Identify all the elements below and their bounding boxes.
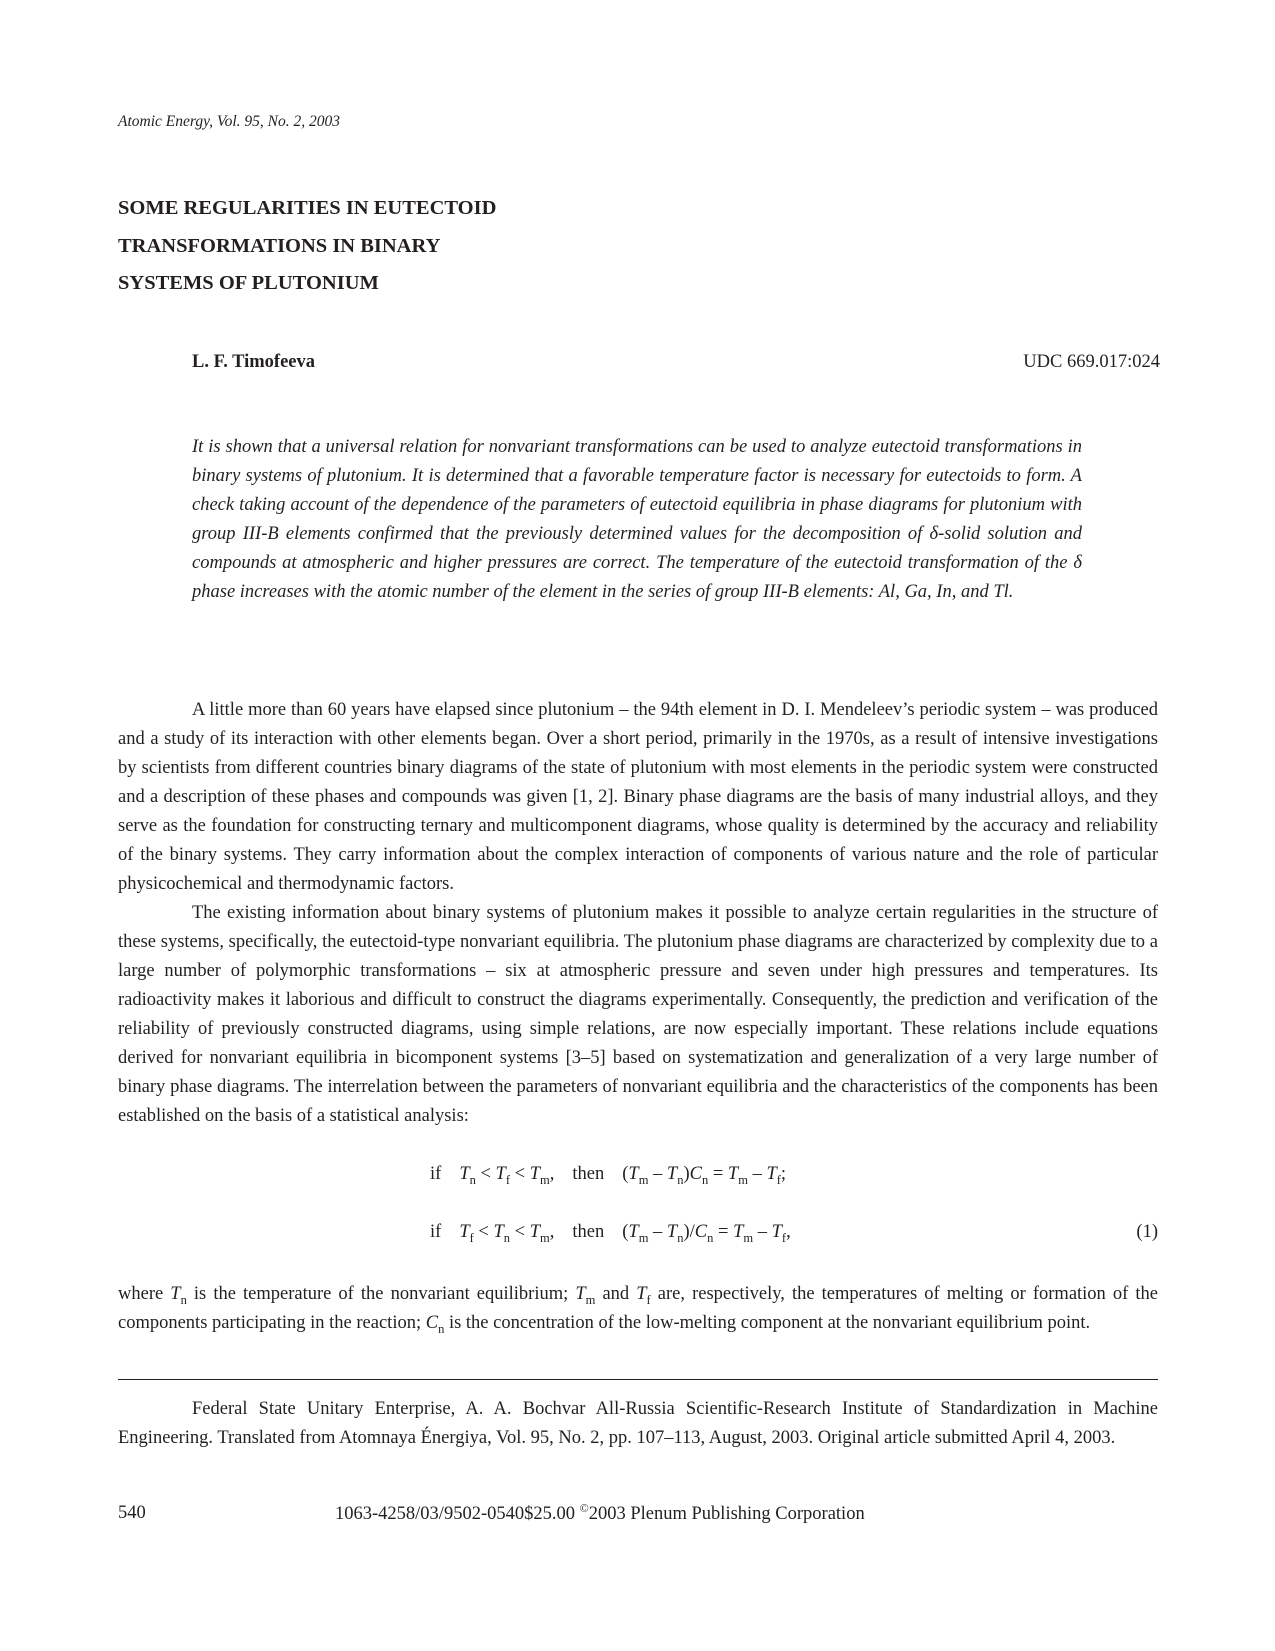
where-paragraph: where $T_n$ is the temperature of the nonvariant equilibrium; $T_m$ and $T_f$ are, respectively, the temperatures of melting or formation of the components participating in the reaction; $C_n$ is the concentration of the low-melting component at the nonvariant equilibrium point. xyxy=(118,1284,1158,1336)
title-line: SOME REGULARITIES IN EUTECTOID xyxy=(118,197,497,219)
equation-number: (1) xyxy=(1136,1222,1158,1242)
title-line: TRANSFORMATIONS IN BINARY xyxy=(118,234,441,257)
author-name: L. F. Timofeeva xyxy=(192,352,315,372)
copyright-symbol: © xyxy=(579,1501,589,1515)
article-title xyxy=(118,190,496,303)
body-paragraph-2 xyxy=(118,899,1158,1131)
copyright-line xyxy=(335,1501,865,1525)
equation-line-2: if $T_f < T_n < T_m$, then $(T_m - T_n)/C_n = T_m - T_f$, xyxy=(430,1222,791,1245)
udc-code: UDC 669.017:024 xyxy=(1023,352,1160,372)
footnote-text: Federal State Unitary Enterprise, A. A. Bochvar All-Russia Scientific-Research Institute of Standardization in Machine Engineering. Translated from Atomnaya Énergiya, Vol. 95, No. 2, pp. 107–113, August, 2003. Original article submitted April 4, 2003. xyxy=(118,1399,1158,1448)
publisher: 2003 Plenum Publishing Corporation xyxy=(588,1504,865,1524)
affiliation-footnote xyxy=(118,1395,1158,1453)
page-number: 540 xyxy=(118,1503,146,1523)
issn-code: 1063-4258/03/9502-0540$25.00 xyxy=(335,1504,580,1524)
title-line: SYSTEMS OF PLUTONIUM xyxy=(118,272,379,294)
paragraph-text: The existing information about binary systems of plutonium makes it possible to analyze certain regularities in the structure of these systems, specifically, the eutectoid-type nonvariant equilibria. The plutonium phase diagrams are characterized by complexity due to a large number of polymorphic transformations – six at atmospheric pressure and seven under high pressures and temperatures. Its radioactivity makes it laborious and difficult to construct the diagrams experimentally. Consequently, the prediction and verification of the reliability of previously constructed diagrams, using simple relations, are now especially important. These relations include equations derived for nonvariant equilibria in bicomponent systems [3–5] based on systematization and generalization of a very large number of binary phase diagrams. The interrelation between the parameters of nonvariant equilibria and the characteristics of the components has been established on the basis of a statistical analysis: xyxy=(118,903,1158,1126)
body-paragraph-1 xyxy=(118,696,1158,899)
footnote-divider xyxy=(118,1379,1158,1380)
journal-citation: Atomic Energy, Vol. 95, No. 2, 2003 xyxy=(118,113,341,130)
paragraph-text: A little more than 60 years have elapsed since plutonium – the 94th element in D. I. Mendeleev’s periodic system – was produced and a study of its interaction with other elements began. Over a short period, primarily in the 1970s, as a result of intensive investigations by scientists from different countries binary diagrams of the state of plutonium with most elements in the periodic system were constructed and a description of these phases and compounds was given [1, 2]. Binary phase diagrams are the basis of many industrial alloys, and they serve as the foundation for constructing ternary and multicomponent diagrams, whose quality is determined by the accuracy and reliability of the binary systems. They carry information about the complex interaction of components of various nature and the role of particular physicochemical and thermodynamic factors. xyxy=(118,700,1158,894)
abstract: It is shown that a universal relation for nonvariant transformations can be used to analyze eutectoid transformations in binary systems of plutonium. It is determined that a favorable temperature factor is necessary for eutectoids to form. A check taking account of the dependence of the parameters of eutectoid equilibria in phase diagrams for plutonium with group III-B elements confirmed that the previously determined values for the decomposition of δ-solid solution and compounds at atmospheric and higher pressures are correct. The temperature of the eutectoid transformation of the δ phase increases with the atomic number of the element in the series of group III-B elements: Al, Ga, In, and Tl. xyxy=(192,437,1082,602)
equation-line-1: if $T_n < T_f < T_m$, then $(T_m - T_n)C_n = T_m - T_f$; xyxy=(430,1164,787,1187)
